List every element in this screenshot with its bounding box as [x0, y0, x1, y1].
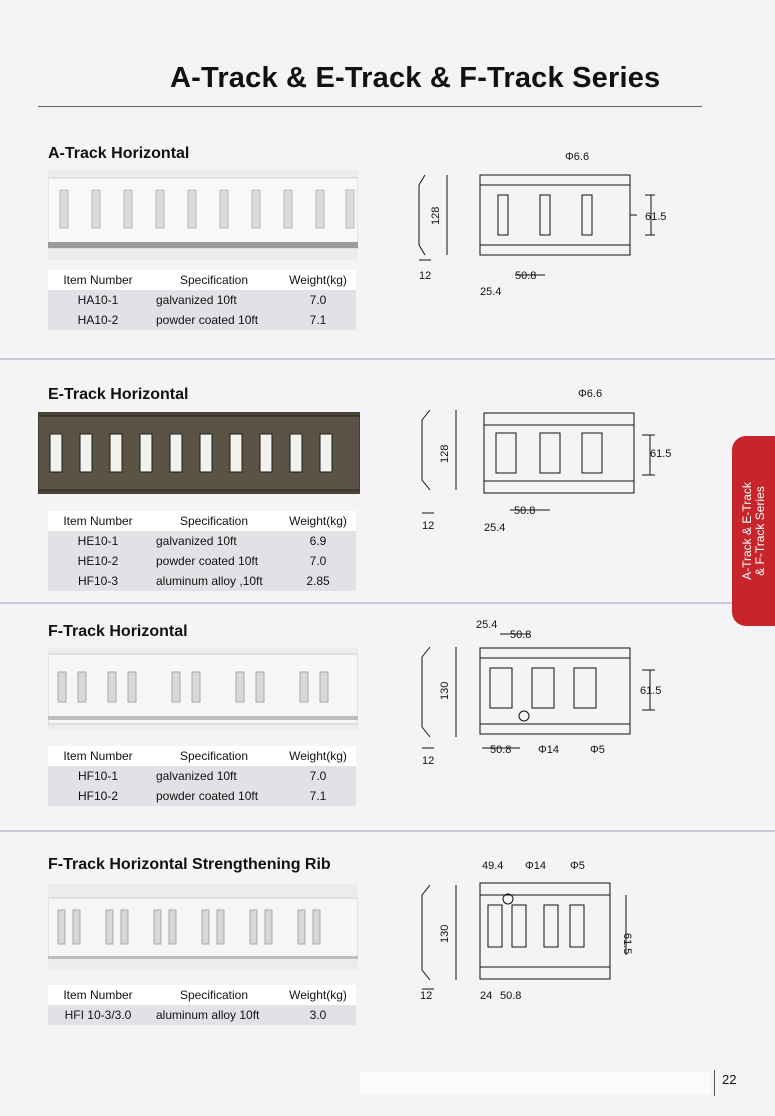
- f-track-rib-photo: [48, 884, 358, 970]
- col-weight: Weight(kg): [280, 985, 356, 1005]
- page-number: 22: [722, 1072, 737, 1087]
- page-number-divider: [714, 1070, 715, 1096]
- table-cell-item: HF10-1: [48, 766, 148, 786]
- side-tab-line2: & F-Track Series: [753, 486, 767, 576]
- section-divider: [0, 602, 775, 604]
- section-title-f-track-rib: F-Track Horizontal Strengthening Rib: [48, 856, 331, 873]
- spec-table-e-track: [48, 511, 356, 591]
- table-cell-weight: 7.0: [280, 290, 356, 310]
- dim-offset: 25.4: [484, 522, 506, 534]
- footer-band: [360, 1072, 710, 1094]
- dim-pitch: 50.8: [514, 505, 536, 517]
- table-cell-spec: galvanized 10ft: [148, 766, 280, 786]
- dim-pitch-top: 50.8: [510, 629, 532, 641]
- table-cell-weight: 2.85: [280, 571, 356, 591]
- table-cell-weight: 7.0: [280, 551, 356, 571]
- col-weight: Weight(kg): [280, 746, 356, 766]
- f-track-drawing: [410, 612, 690, 772]
- table-cell-item: HF10-3: [48, 571, 148, 591]
- spec-table-f-track-rib: [48, 985, 356, 1025]
- f-track-photo: [48, 648, 358, 730]
- col-item-number: Item Number: [48, 511, 148, 531]
- col-weight: Weight(kg): [280, 270, 356, 290]
- section-divider: [0, 358, 775, 360]
- dim-hole: Φ6.6: [578, 388, 603, 400]
- dim-hole-big: Φ14: [525, 860, 547, 872]
- col-specification: Specification: [148, 746, 280, 766]
- dim-offset: 25.4: [476, 619, 498, 631]
- e-track-drawing: [410, 385, 690, 540]
- table-cell-item: HFI 10-3/3.0: [48, 1005, 148, 1025]
- dim-height: 128: [439, 444, 451, 463]
- section-title-f-track: F-Track Horizontal: [48, 623, 188, 640]
- table-cell-spec: aluminum alloy ,10ft: [148, 571, 280, 591]
- table-cell-spec: aluminum alloy 10ft: [148, 1005, 280, 1025]
- dim-base: 12: [422, 520, 435, 532]
- spec-table-a-track: [48, 270, 356, 330]
- dim-height: 130: [439, 681, 451, 700]
- section-title-a-track: A-Track Horizontal: [48, 145, 190, 162]
- a-track-photo: [48, 170, 358, 260]
- table-cell-weight: 7.1: [280, 786, 356, 806]
- e-track-photo: [38, 412, 360, 494]
- table-cell-item: HF10-2: [48, 786, 148, 806]
- table-cell-item: HE10-2: [48, 551, 148, 571]
- col-specification: Specification: [148, 270, 280, 290]
- section-divider: [0, 830, 775, 832]
- table-cell-item: HA10-1: [48, 290, 148, 310]
- col-specification: Specification: [148, 511, 280, 531]
- dim-hole-big: Φ14: [538, 744, 560, 756]
- page-title: A-Track & E-Track & F-Track Series: [170, 62, 661, 94]
- side-tab-text: [741, 482, 767, 580]
- table-cell-spec: powder coated 10ft: [148, 310, 280, 330]
- table-cell-weight: 7.0: [280, 766, 356, 786]
- col-specification: Specification: [148, 985, 280, 1005]
- dim-offset: 25.4: [480, 286, 502, 298]
- col-item-number: Item Number: [48, 746, 148, 766]
- f-track-rib-drawing: [410, 855, 650, 1005]
- dim-pitch-bottom: 50.8: [490, 744, 512, 756]
- table-cell-spec: powder coated 10ft: [148, 786, 280, 806]
- dim-slot: 61.5: [645, 211, 667, 223]
- table-cell-spec: galvanized 10ft: [148, 531, 280, 551]
- col-item-number: Item Number: [48, 985, 148, 1005]
- table-cell-weight: 6.9: [280, 531, 356, 551]
- spec-table-f-track: [48, 746, 356, 806]
- table-cell-weight: 7.1: [280, 310, 356, 330]
- section-title-e-track: E-Track Horizontal: [48, 386, 189, 403]
- dim-slot: 61.5: [621, 933, 633, 955]
- dim-slot: 61.5: [650, 448, 672, 460]
- dim-base: 12: [422, 755, 435, 767]
- col-weight: Weight(kg): [280, 511, 356, 531]
- dim-a: 24: [480, 990, 493, 1002]
- dim-offset: 49.4: [482, 860, 504, 872]
- col-item-number: Item Number: [48, 270, 148, 290]
- dim-hole-small: Φ5: [590, 744, 605, 756]
- table-cell-spec: powder coated 10ft: [148, 551, 280, 571]
- dim-height: 128: [430, 206, 442, 225]
- dim-pitch: 50.8: [515, 270, 537, 282]
- dim-base: 12: [419, 270, 432, 282]
- table-cell-weight: 3.0: [280, 1005, 356, 1025]
- dim-slot: 61.5: [640, 685, 662, 697]
- table-cell-item: HA10-2: [48, 310, 148, 330]
- dim-height: 130: [439, 924, 451, 943]
- side-tab-line1: A-Track & E-Track: [740, 482, 754, 580]
- dim-hole: Φ6.6: [565, 151, 590, 163]
- title-divider: [38, 106, 702, 107]
- dim-b: 50.8: [500, 990, 522, 1002]
- table-cell-item: HE10-1: [48, 531, 148, 551]
- dim-base: 12: [420, 990, 433, 1002]
- side-section-tab[interactable]: [732, 436, 775, 626]
- a-track-drawing: [405, 145, 685, 305]
- table-cell-spec: galvanized 10ft: [148, 290, 280, 310]
- dim-hole-small: Φ5: [570, 860, 585, 872]
